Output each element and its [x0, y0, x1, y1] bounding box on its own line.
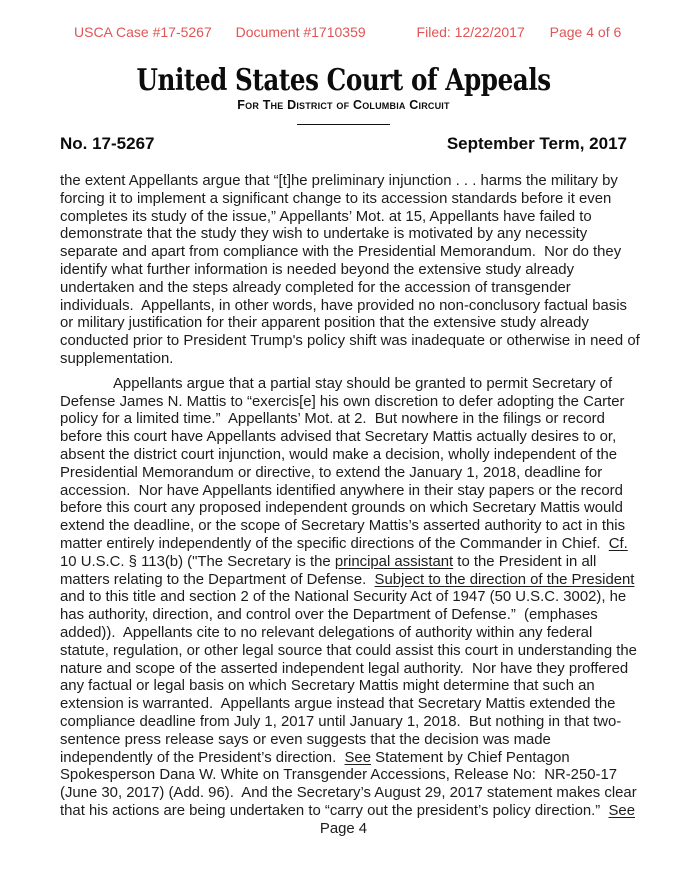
text-segment: (June 30, 2017) (Add. 96). And the Secretary’s August 29, 2017 statement makes clear: [60, 785, 637, 802]
text-segment: policy for a limited time.” Appellants’ Mot. at 2. But nowhere in the filings or record: [60, 411, 605, 428]
citation-emphasis: principal assistant: [334, 553, 454, 570]
text-line: [60, 394, 627, 412]
text-line: [60, 262, 627, 280]
paragraph: [60, 375, 637, 821]
text-line: [60, 661, 627, 679]
text-line: [60, 226, 627, 244]
text-segment: supplementation.: [60, 350, 174, 367]
text-segment: Statement by Chief Pentagon: [371, 749, 570, 766]
text-segment: nature and scope of the asserted independent legal authority. Nor have they proffered: [60, 660, 629, 677]
text-line: [60, 465, 627, 483]
term-label: September Term, 2017: [446, 134, 627, 153]
text-segment: the extent Appellants argue that “[t]he preliminary injunction . . . harms the military by: [60, 173, 618, 189]
text-line: [60, 625, 627, 643]
text-line: [60, 750, 627, 768]
text-segment: or military justification for their apparent position that the extensive study already: [60, 315, 589, 332]
text-line: [60, 642, 637, 661]
text-line: [60, 696, 627, 714]
text-line: [60, 209, 627, 227]
text-segment: that his actions are being undertaken to “carry out the president’s policy direction.”: [60, 802, 609, 819]
text-segment: Spokesperson Dana W. White on Transgender Accessions, Release No: NR-250-17: [60, 767, 618, 784]
text-line: [60, 518, 627, 536]
document-body: [0, 154, 687, 821]
text-line: [60, 298, 627, 316]
text-segment: to the President in all: [453, 553, 597, 570]
text-line: [60, 802, 635, 821]
stamp-document-number: Document #1710359: [235, 24, 366, 40]
paragraph: [60, 173, 640, 369]
text-line: [60, 244, 627, 262]
text-segment: accession. Nor have Appellants identified anywhere in their stay papers or the record: [60, 482, 623, 499]
text-line: [60, 732, 627, 750]
citation-emphasis: See: [344, 749, 371, 766]
text-segment: absent the district court injunction, would make a decision, wholly independent of the: [60, 446, 618, 463]
text-line: [60, 351, 627, 369]
text-segment: and to this title and section 2 of the National Security Act of 1947 (50 U.S.C. 3002), he: [60, 589, 627, 606]
text-segment: conducted prior to President Trump's policy shift was inadequate or otherwise in need of: [60, 333, 640, 350]
text-segment: completes its study of the issue,” Appellants’ Mot. at 15, Appellants have failed to: [60, 208, 592, 225]
text-segment: 10 U.S.C. § 113(b) ("The Secretary is the: [60, 553, 335, 570]
text-segment: matter entirely independently of the specific directions of the Commander in Chief.: [60, 535, 609, 552]
text-segment: forcing it to implement a significant change to its accession standards before it even: [60, 190, 612, 207]
page-number-footer: Page 4: [319, 820, 368, 837]
text-segment: compliance deadline from July 1, 2017 until January 1, 2018. But nothing in that two-: [60, 713, 622, 730]
text-line: [60, 447, 627, 465]
citation-emphasis: See: [608, 802, 635, 819]
text-line: [60, 767, 627, 785]
citation-emphasis: Cf.: [608, 535, 628, 552]
text-line: [60, 500, 627, 518]
text-segment: sentence press release says or even suggests that the decision was made: [60, 731, 551, 748]
text-segment: Appellants argue that a partial stay should be granted to permit Secretary of: [113, 375, 613, 392]
text-line: [60, 191, 627, 209]
text-segment: separate and apart from compliance with the Presidential Memorandum. Nor do they: [60, 244, 622, 261]
text-line: [60, 280, 627, 298]
text-line: [60, 714, 627, 732]
text-segment: matters relating to the Department of Defense.: [60, 571, 375, 588]
text-line: [60, 411, 627, 429]
text-line: [60, 589, 627, 607]
case-info-row: [0, 134, 687, 154]
text-segment: any factual or legal basis on which Secretary Mattis might determine that such an: [60, 678, 595, 695]
filing-stamp: [0, 0, 687, 40]
court-masthead: [0, 63, 687, 112]
stamp-page-indicator: Page 4 of 6: [549, 24, 622, 40]
text-segment: individuals. Appellants, in other words, have provided no non-conclusory factual basis: [60, 297, 627, 314]
text-segment: independently of the President’s direction.: [60, 749, 345, 766]
text-line: [60, 607, 627, 625]
text-line: [60, 483, 627, 501]
text-line: [60, 173, 627, 191]
text-segment: demonstrate that the study they wish to undertake is motivated by any necessity: [60, 226, 588, 243]
text-segment: identify what further information is needed beyond the extensive study already: [60, 261, 575, 278]
text-line: [60, 536, 627, 554]
text-segment: has authority, direction, and control over the Department of Defense.” (emphases: [60, 607, 598, 624]
circuit-name: For The District of Columbia Circuit: [237, 98, 450, 112]
text-segment: added)). Appellants cite to no relevant delegations of authority within any federal: [60, 624, 593, 641]
text-segment: before this court any proposed independent grounds on which Secretary Mattis would: [60, 500, 623, 517]
text-line: [60, 333, 640, 351]
stamp-case-number: USCA Case #17-5267: [74, 24, 212, 40]
text-segment: Presidential Memorandum or directive, to extend the January 1, 2018, deadline for: [60, 464, 603, 481]
text-segment: statute, regulation, or other legal source that could assist this court in understanding the: [60, 642, 637, 659]
stamp-filed-date: Filed: 12/22/2017: [416, 24, 525, 40]
text-line: [60, 429, 627, 447]
text-segment: extension is warranted. Appellants argue instead that Secretary Mattis extended the: [60, 696, 616, 713]
text-line: [60, 315, 627, 333]
text-line: [60, 678, 627, 696]
separator-rule: [297, 124, 390, 125]
citation-emphasis: Subject to the direction of the President: [374, 571, 635, 588]
text-line: [60, 554, 627, 572]
text-segment: before this court have Appellants advised that Secretary Mattis actually desires to or,: [60, 429, 617, 446]
text-line: [60, 571, 635, 590]
court-name: United States Court of Appeals: [136, 63, 551, 98]
text-segment: Defense James N. Mattis to “exercis[e] his own discretion to defer adopting the Carter: [60, 393, 625, 410]
text-line: [60, 376, 627, 394]
text-line: [60, 785, 637, 803]
text-segment: undertaken and the steps already completed for the accession of transgender: [60, 279, 571, 296]
text-segment: extend the deadline, or the scope of Secretary Mattis’s asserted authority to act in this: [60, 518, 626, 535]
case-number: No. 17-5267: [60, 134, 155, 153]
